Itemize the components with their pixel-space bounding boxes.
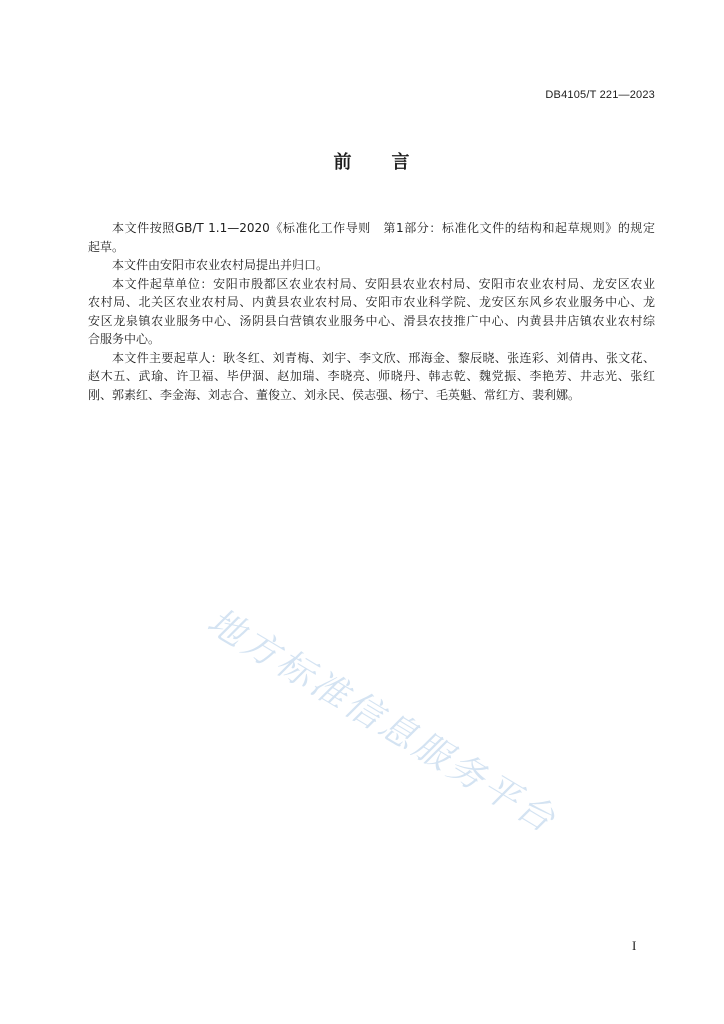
- paragraph-drafting-units: [88, 275, 655, 349]
- title-char-2: 言: [391, 152, 410, 173]
- paragraph-line: 刚、郭素红、李金海、刘志合、董俊立、刘永民、侯志强、杨宁、毛英魁、常红方、裴利娜。: [88, 387, 581, 402]
- paragraph-proposer: [88, 256, 655, 275]
- paragraph-line: 赵木五、武瑜、许卫福、毕伊涸、赵加瑞、李晓亮、师晓丹、韩志乾、魏党振、李艳芳、井志光、张红: [88, 369, 655, 383]
- paragraph-line: 本文件主要起草人：耿冬红、刘青梅、刘宇、李文欣、邢海金、黎辰晓、张连彩、刘倩冉、张文花、: [112, 350, 655, 365]
- page-number: I: [632, 938, 637, 953]
- paragraph-line: 本文件由安阳市农业农村局提出并归口。: [112, 258, 329, 272]
- watermark: 地方标准信息服务平台: [200, 600, 565, 843]
- foreword-body: [88, 219, 655, 404]
- page-title: [88, 151, 655, 175]
- paragraph-line: 农村局、北关区农业农村局、内黄县农业农村局、安阳市农业科学院、龙安区东风乡农业服务中心、龙: [88, 295, 655, 309]
- paragraph-drafters: [88, 349, 655, 405]
- paragraph-line: 本文件起草单位：安阳市殷都区农业农村局、安阳县农业农村局、安阳市农业农村局、龙安区农业: [112, 276, 655, 291]
- paragraph-line: 本文件按照GB/T 1.1—2020《标准化工作导则 第1部分：标准化文件的结构和起草规则》的规定: [112, 221, 655, 235]
- paragraph-drafting-basis: [88, 219, 655, 256]
- paragraph-line: 安区龙泉镇农业服务中心、汤阴县白营镇农业服务中心、滑县农技推广中心、内黄县井店镇农业农村综: [88, 313, 655, 328]
- document-code: DB4105/T 221—2023: [545, 89, 655, 101]
- paragraph-line: 合服务中心。: [88, 332, 161, 346]
- paragraph-line: 起草。: [88, 239, 125, 254]
- title-char-1: 前: [333, 152, 352, 173]
